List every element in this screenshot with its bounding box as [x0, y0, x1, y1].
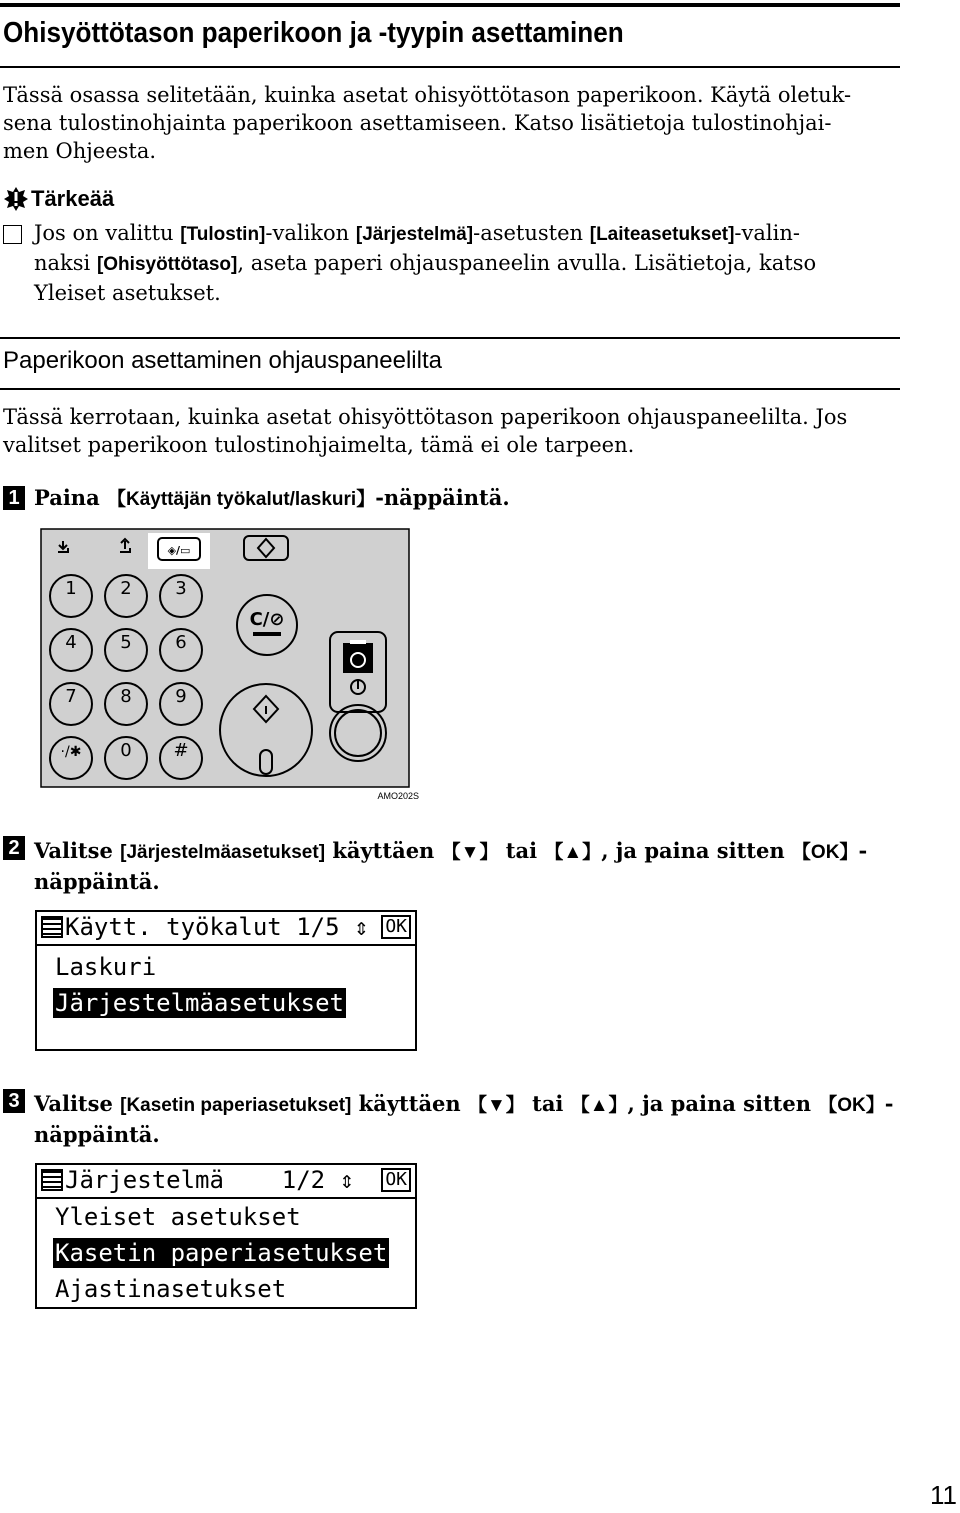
lcd-menu-item-selected[interactable]: Kasetin paperiasetukset: [55, 1239, 388, 1267]
lcd-ok-button[interactable]: OK: [381, 1168, 411, 1192]
sub-intro-line: valitset paperikoon tulostinohjaimelta, tämä ei ole tarpeen.: [3, 433, 635, 457]
lcd-menu-item[interactable]: Laskuri: [55, 953, 157, 981]
step-number: 1: [3, 486, 25, 510]
keypad-key-label: #: [173, 740, 189, 761]
energy-saver-key: [343, 643, 373, 673]
control-panel-illustration: [40, 528, 430, 804]
lcd-title: Järjestelmä 1/2 ⇕ OK: [37, 1165, 415, 1199]
lcd-ok-button[interactable]: OK: [381, 915, 411, 939]
intro-line: sena tulostinohjainta paperikoon asettamiseen. Katso lisätietoja tulostinohjai-: [3, 111, 832, 135]
step-3-text: Valitse [Kasetin paperiasetukset] käyttäen 【▼】 tai 【▲】, ja paina sitten 【OK】- näppäintä.: [34, 1091, 894, 1147]
step-1-text: Paina 【Käyttäjän työkalut/laskuri】-näppäintä.: [34, 485, 510, 510]
heading-rule: [0, 66, 900, 68]
important-label: Tärkeää: [31, 186, 115, 211]
keypad-key-label: 8: [120, 686, 132, 707]
illustration-code: AMO202S: [377, 791, 419, 801]
step-2-text: Valitse [Järjestelmäasetukset] käyttäen 【▼】 tai 【▲】, ja paina sitten 【OK】- näppäintä.: [34, 838, 868, 894]
lcd-screen-system: [35, 1163, 417, 1309]
clear-stop-label: C/⊘: [249, 609, 285, 630]
keypad-key-label: 0: [120, 740, 132, 761]
subheading: Paperikoon asettaminen ohjauspaneelilta: [3, 347, 442, 374]
keypad-key-label: 6: [175, 632, 187, 653]
keypad-key-label: 3: [175, 578, 187, 599]
important-line: Yleiset asetukset.: [34, 281, 221, 305]
intro-paragraph: [3, 81, 851, 165]
checkbox-bullet-icon: [3, 225, 22, 244]
svg-text:◈/▭: ◈/▭: [167, 544, 191, 557]
important-text: [34, 219, 816, 308]
lcd-menu-item-selected[interactable]: Järjestelmäasetukset: [55, 989, 344, 1017]
page-number: 11: [930, 1480, 957, 1510]
step-number: 3: [3, 1089, 25, 1113]
keypad-key-label: 2: [120, 578, 132, 599]
menu-icon: [41, 916, 63, 938]
menu-icon: [41, 1169, 63, 1191]
keypad-key-label: 5: [120, 632, 132, 653]
important-icon: [3, 186, 29, 212]
page-heading: Ohisyöttötason paperikoon ja -tyypin asettaminen: [3, 17, 624, 49]
lcd-screen-user-tools: [35, 910, 417, 1051]
step-number: 2: [3, 836, 25, 860]
lcd-menu-item[interactable]: Yleiset asetukset: [55, 1203, 301, 1231]
intro-line: Tässä osassa selitetään, kuinka asetat ohisyöttötason paperikoon. Käytä oletuk-: [3, 83, 852, 107]
top-rule: [0, 3, 900, 7]
important-line: Jos on valittu [Tulostin]-valikon [Järjestelmä]-asetusten [Laiteasetukset]-valin-: [34, 221, 800, 245]
subheading-top-rule: [0, 337, 900, 339]
sub-intro-paragraph: [3, 403, 847, 459]
keypad-key-label: ·/✱: [60, 744, 82, 760]
keypad-key-label: 9: [175, 686, 187, 707]
important-note-header: [3, 186, 114, 212]
keypad-key-label: 4: [65, 632, 77, 653]
keypad-key-label: 7: [65, 686, 77, 707]
lcd-menu-item[interactable]: Ajastinasetukset: [55, 1275, 287, 1303]
important-line: naksi [Ohisyöttötaso], aseta paperi ohjauspaneelin avulla. Lisätietoja, katso: [34, 251, 817, 275]
intro-line: men Ohjeesta.: [3, 139, 157, 163]
sub-intro-line: Tässä kerrotaan, kuinka asetat ohisyöttötason paperikoon ohjauspaneelilta. Jos: [3, 405, 848, 429]
lcd-title: Käytt. työkalut 1/5 ⇕ OK: [37, 912, 415, 946]
subheading-bottom-rule: [0, 388, 900, 390]
keypad-key-label: 1: [65, 578, 77, 599]
